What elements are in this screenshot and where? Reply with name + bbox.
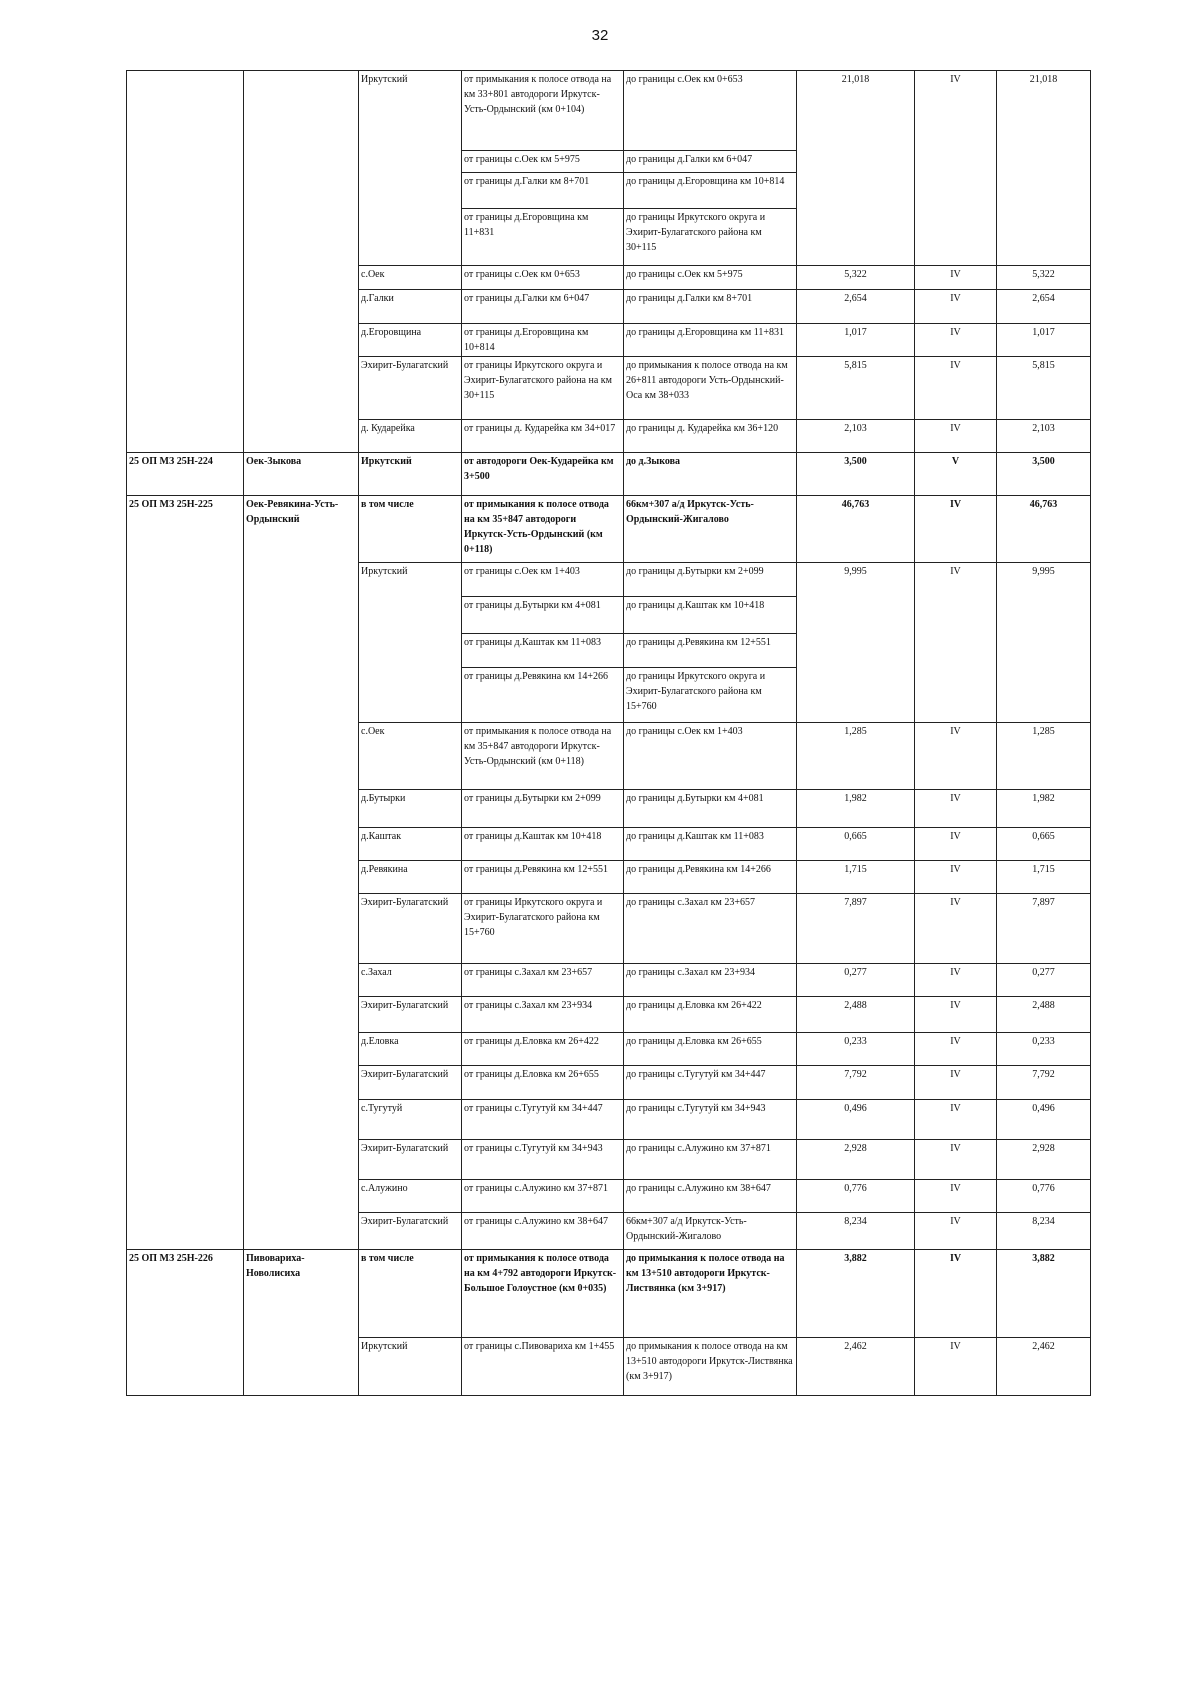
cell-c3: с.Оек (359, 266, 462, 290)
cell-c7: IV (915, 828, 997, 861)
cell-c5: до границы Иркутского округа и Эхирит-Булагатского района км 30+115 (624, 209, 797, 266)
cell-c5: до границы д.Каштак км 11+083 (624, 828, 797, 861)
cell-c4: от границы с.Оек км 0+653 (462, 266, 624, 290)
cell-c4: от примыкания к полосе отвода на км 33+801 автодороги Иркутск-Усть-Ордынский (км 0+104) (462, 71, 624, 151)
cell-c7: IV (915, 266, 997, 290)
table-row (127, 496, 1091, 563)
cell-c4: от границы с.Оек км 1+403 (462, 563, 624, 597)
cell-c8: 2,103 (997, 420, 1091, 453)
cell-c5: до границы д. Кударейка км 36+120 (624, 420, 797, 453)
cell-c7: IV (915, 790, 997, 828)
cell-c3: Иркутский (359, 71, 462, 266)
cell-c3: с.Тугутуй (359, 1100, 462, 1140)
cell-c6: 0,496 (797, 1100, 915, 1140)
cell-c3: Эхирит-Булагатский (359, 894, 462, 964)
cell-c6: 21,018 (797, 71, 915, 266)
cell-c8: 7,792 (997, 1066, 1091, 1100)
cell-c6: 7,792 (797, 1066, 915, 1100)
cell-c6: 3,500 (797, 453, 915, 496)
cell-c5: до границы д.Ревякина км 12+551 (624, 634, 797, 668)
cell-c4: от границы д.Галки км 6+047 (462, 290, 624, 324)
cell-c5: 66км+307 а/д Иркутск-Усть-Ордынский-Жигалово (624, 1213, 797, 1250)
cell-c4: от границы д.Ревякина км 14+266 (462, 668, 624, 723)
cell-c5: до границы д.Еловка км 26+422 (624, 997, 797, 1033)
cell-c7: IV (915, 420, 997, 453)
cell-c6: 1,982 (797, 790, 915, 828)
cell-c4: от границы д.Каштак км 10+418 (462, 828, 624, 861)
cell-c3: д.Галки (359, 290, 462, 324)
cell-c5: до границы д.Бутырки км 2+099 (624, 563, 797, 597)
cell-c3: д.Ревякина (359, 861, 462, 894)
cell-c5: до границы с.Оек км 0+653 (624, 71, 797, 151)
cell-c4: от границы с.Оек км 5+975 (462, 151, 624, 173)
cell-c5: до границы д.Бутырки км 4+081 (624, 790, 797, 828)
cell-c4: от границы д.Еловка км 26+655 (462, 1066, 624, 1100)
cell-c6: 2,488 (797, 997, 915, 1033)
cell-c4: от границы д.Еловка км 26+422 (462, 1033, 624, 1066)
cell-c7: IV (915, 324, 997, 357)
cell-c5: до границы с.Алужино км 38+647 (624, 1180, 797, 1213)
cell-c4: от границы д.Каштак км 11+083 (462, 634, 624, 668)
cell-c3: в том числе (359, 1250, 462, 1338)
cell-c2: Оек-Зыкова (244, 453, 359, 496)
cell-c8: 8,234 (997, 1213, 1091, 1250)
cell-c7: IV (915, 1180, 997, 1213)
cell-c6: 5,322 (797, 266, 915, 290)
page-number: 32 (591, 27, 609, 44)
cell-c7: IV (915, 71, 997, 266)
cell-c6: 0,776 (797, 1180, 915, 1213)
cell-c7: IV (915, 894, 997, 964)
cell-c5: до границы д.Ревякина км 14+266 (624, 861, 797, 894)
cell-c4: от границы д.Егоровщина км 11+831 (462, 209, 624, 266)
cell-c3: д.Егоровщина (359, 324, 462, 357)
cell-c5: до границы с.Тугутуй км 34+943 (624, 1100, 797, 1140)
cell-c2: Пивовариха-Новолисиха (244, 1250, 359, 1396)
cell-c7: IV (915, 1250, 997, 1338)
cell-c7: IV (915, 357, 997, 420)
cell-c8: 2,488 (997, 997, 1091, 1033)
cell-c3: с.Оек (359, 723, 462, 790)
cell-c4: от границы с.Захал км 23+934 (462, 997, 624, 1033)
cell-c5: до границы д.Еловка км 26+655 (624, 1033, 797, 1066)
cell-c3: д.Каштак (359, 828, 462, 861)
cell-c5: до д.Зыкова (624, 453, 797, 496)
cell-c3: Эхирит-Булагатский (359, 997, 462, 1033)
cell-c7: IV (915, 1066, 997, 1100)
cell-c6: 2,462 (797, 1338, 915, 1396)
cell-c5: до границы с.Тугутуй км 34+447 (624, 1066, 797, 1100)
cell-c5: до границы д.Егоровщина км 10+814 (624, 173, 797, 209)
cell-c5: до границы с.Алужино км 37+871 (624, 1140, 797, 1180)
cell-c3: Эхирит-Булагатский (359, 357, 462, 420)
cell-c2 (244, 71, 359, 453)
cell-c4: от границы с.Тугутуй км 34+447 (462, 1100, 624, 1140)
cell-c7: V (915, 453, 997, 496)
roads-table (126, 70, 1091, 1396)
cell-c5: до границы с.Захал км 23+657 (624, 894, 797, 964)
cell-c6: 3,882 (797, 1250, 915, 1338)
cell-c8: 9,995 (997, 563, 1091, 723)
cell-c3: д.Бутырки (359, 790, 462, 828)
cell-c5: до границы с.Оек км 5+975 (624, 266, 797, 290)
cell-c5: до границы с.Захал км 23+934 (624, 964, 797, 997)
cell-c5: до границы д.Егоровщина км 11+831 (624, 324, 797, 357)
cell-c8: 46,763 (997, 496, 1091, 563)
cell-c2: Оек-Ревякина-Усть-Ордынский (244, 496, 359, 1250)
cell-c3: Эхирит-Булагатский (359, 1140, 462, 1180)
cell-c8: 2,928 (997, 1140, 1091, 1180)
cell-c3: д. Кударейка (359, 420, 462, 453)
cell-c7: IV (915, 563, 997, 723)
cell-c4: от границы д. Кударейка км 34+017 (462, 420, 624, 453)
cell-c8: 1,982 (997, 790, 1091, 828)
cell-c4: от автодороги Оек-Кударейка км 3+500 (462, 453, 624, 496)
table-row (127, 71, 1091, 151)
table-row (127, 453, 1091, 496)
cell-c8: 2,462 (997, 1338, 1091, 1396)
cell-c6: 2,654 (797, 290, 915, 324)
cell-c3: Эхирит-Булагатский (359, 1213, 462, 1250)
cell-c3: Иркутский (359, 563, 462, 723)
cell-c6: 1,285 (797, 723, 915, 790)
cell-c5: до границы с.Оек км 1+403 (624, 723, 797, 790)
cell-c6: 0,277 (797, 964, 915, 997)
cell-c4: от примыкания к полосе отвода на км 35+847 автодороги Иркутск-Усть-Ордынский (км 0+118) (462, 496, 624, 563)
cell-c3: в том числе (359, 496, 462, 563)
cell-c6: 2,928 (797, 1140, 915, 1180)
cell-c8: 2,654 (997, 290, 1091, 324)
cell-c6: 46,763 (797, 496, 915, 563)
cell-c3: с.Захал (359, 964, 462, 997)
cell-c4: от примыкания к полосе отвода на км 4+792 автодороги Иркутск-Большое Голоустное (км 0+035) (462, 1250, 624, 1338)
cell-c4: от границы с.Тугутуй км 34+943 (462, 1140, 624, 1180)
cell-c4: от границы с.Захал км 23+657 (462, 964, 624, 997)
cell-c8: 21,018 (997, 71, 1091, 266)
cell-c6: 1,017 (797, 324, 915, 357)
cell-c7: IV (915, 1033, 997, 1066)
cell-c8: 5,322 (997, 266, 1091, 290)
cell-c5: до границы Иркутского округа и Эхирит-Булагатского района км 15+760 (624, 668, 797, 723)
cell-c3: Эхирит-Булагатский (359, 1066, 462, 1100)
cell-c4: от границы д.Бутырки км 4+081 (462, 597, 624, 634)
cell-c3: д.Еловка (359, 1033, 462, 1066)
cell-c7: IV (915, 964, 997, 997)
cell-c8: 0,233 (997, 1033, 1091, 1066)
cell-c3: Иркутский (359, 1338, 462, 1396)
cell-c1: 25 ОП МЗ 25Н-224 (127, 453, 244, 496)
table-row (127, 1250, 1091, 1338)
cell-c7: IV (915, 997, 997, 1033)
cell-c1: 25 ОП МЗ 25Н-226 (127, 1250, 244, 1396)
cell-c4: от границы д.Галки км 8+701 (462, 173, 624, 209)
cell-c6: 8,234 (797, 1213, 915, 1250)
cell-c8: 3,500 (997, 453, 1091, 496)
cell-c6: 0,665 (797, 828, 915, 861)
cell-c7: IV (915, 1140, 997, 1180)
cell-c7: IV (915, 290, 997, 324)
cell-c6: 2,103 (797, 420, 915, 453)
cell-c6: 1,715 (797, 861, 915, 894)
cell-c8: 0,776 (997, 1180, 1091, 1213)
cell-c4: от границы с.Алужино км 37+871 (462, 1180, 624, 1213)
cell-c5: до границы д.Каштак км 10+418 (624, 597, 797, 634)
cell-c5: 66км+307 а/д Иркутск-Усть-Ордынский-Жигалово (624, 496, 797, 563)
cell-c4: от границы Иркутского округа и Эхирит-Булагатского района на км 30+115 (462, 357, 624, 420)
cell-c4: от границы д.Бутырки км 2+099 (462, 790, 624, 828)
cell-c3: с.Алужино (359, 1180, 462, 1213)
cell-c6: 7,897 (797, 894, 915, 964)
cell-c5: до примыкания к полосе отвода на км 13+510 автодороги Иркутск-Листвянка (км 3+917) (624, 1250, 797, 1338)
cell-c8: 1,285 (997, 723, 1091, 790)
cell-c8: 0,496 (997, 1100, 1091, 1140)
cell-c5: до границы д.Галки км 8+701 (624, 290, 797, 324)
cell-c8: 1,715 (997, 861, 1091, 894)
cell-c5: до примыкания к полосе отвода на км 26+811 автодороги Усть-Ордынский-Оса км 38+033 (624, 357, 797, 420)
cell-c7: IV (915, 723, 997, 790)
cell-c8: 0,665 (997, 828, 1091, 861)
cell-c8: 1,017 (997, 324, 1091, 357)
cell-c8: 5,815 (997, 357, 1091, 420)
cell-c6: 9,995 (797, 563, 915, 723)
cell-c6: 5,815 (797, 357, 915, 420)
cell-c1: 25 ОП МЗ 25Н-225 (127, 496, 244, 1250)
cell-c8: 0,277 (997, 964, 1091, 997)
cell-c6: 0,233 (797, 1033, 915, 1066)
cell-c3: Иркутский (359, 453, 462, 496)
cell-c8: 3,882 (997, 1250, 1091, 1338)
cell-c7: IV (915, 1338, 997, 1396)
cell-c4: от границы с.Алужино км 38+647 (462, 1213, 624, 1250)
cell-c8: 7,897 (997, 894, 1091, 964)
roads-table-body (127, 71, 1091, 1396)
cell-c4: от границы д.Ревякина км 12+551 (462, 861, 624, 894)
cell-c7: IV (915, 496, 997, 563)
cell-c4: от границы Иркутского округа и Эхирит-Булагатского района км 15+760 (462, 894, 624, 964)
cell-c4: от границы с.Пивовариха км 1+455 (462, 1338, 624, 1396)
cell-c5: до примыкания к полосе отвода на км 13+510 автодороги Иркутск-Листвянка (км 3+917) (624, 1338, 797, 1396)
cell-c7: IV (915, 1213, 997, 1250)
cell-c7: IV (915, 861, 997, 894)
cell-c4: от примыкания к полосе отвода на км 35+847 автодороги Иркутск-Усть-Ордынский (км 0+118) (462, 723, 624, 790)
cell-c4: от границы д.Егоровщина км 10+814 (462, 324, 624, 357)
cell-c5: до границы д.Галки км 6+047 (624, 151, 797, 173)
cell-c1 (127, 71, 244, 453)
cell-c7: IV (915, 1100, 997, 1140)
